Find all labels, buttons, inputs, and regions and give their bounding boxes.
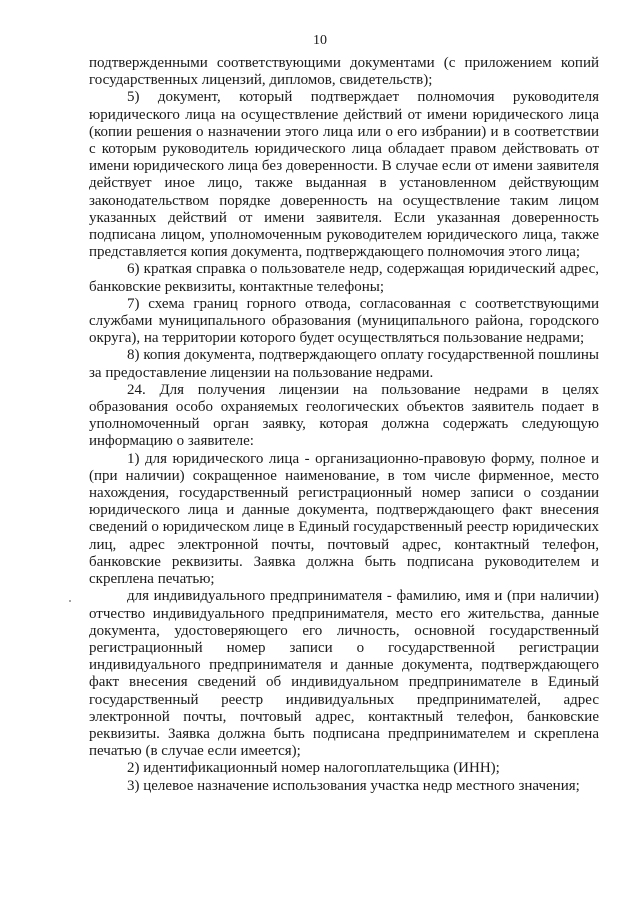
paragraph-item-8: 8) копия документа, подтверждающего оплату государственной пошлины за предоставление лицензии на пользование недрами.	[89, 347, 599, 381]
paragraph-clause-24: 24. Для получения лицензии на пользование недрами в целях образования особо охраняемых геологических объектов заявитель подает в уполномоченный орган заявку, которая должна содержать следующую информацию о заявителе:	[89, 381, 599, 450]
paragraph-item-7: 7) схема границ горного отвода, согласованная с соответствующими службами муниципального образования (муниципального района, городского округа), на территории которого будет осуществляться пользование недрами;	[89, 295, 599, 347]
paragraph-continuation: подтвержденными соответствующими документами (с приложением копий государственных лицензий, дипломов, свидетельств);	[89, 55, 599, 89]
paragraph-individual-entrepreneur: для индивидуального предпринимателя - фамилию, имя и (при наличии) отчество индивидуального предпринимателя, место его жительства, данные документа, удостоверяющего его личность, основной государственный регистрационный номер записи о государственной регистрации индивидуального предпринимателя и данные документа, подтверждающего факт внесения сведений об индивидуальном предпринимателе в Единый государственный реестр индивидуальных предпринимателей, адрес электронной почты, почтовый адрес, контактный телефон, банковские реквизиты. Заявка должна быть подписана предпринимателем и скреплена печатью (в случае если имеется);	[89, 588, 599, 760]
paragraph-item-5: 5) документ, который подтверждает полномочия руководителя юридического лица на осуществление действий от имени юридического лица (копии решения о назначении этого лица или о его избрании) и в соответствии с которым руководитель юридического лица обладает правом действовать от имени юридического лица без доверенности. В случае если от имени заявителя действует иное лицо, также выданная в установленном действующим законодательством порядке доверенность на осуществление таким лицом указанных действий от имени заявителя. Если указанная доверенность подписана лицом, уполномоченным руководителем юридического лица, также представляется копия документа, подтверждающего полномочия этого лица;	[89, 89, 599, 261]
document-body	[89, 55, 599, 795]
paragraph-item-6: 6) краткая справка о пользователе недр, содержащая юридический адрес, банковские реквизиты, контактные телефоны;	[89, 261, 599, 295]
scan-speck	[69, 600, 71, 602]
page-number: 10	[313, 33, 327, 48]
paragraph-inn: 2) идентификационный номер налогоплательщика (ИНН);	[127, 760, 500, 777]
paragraph-purpose: 3) целевое назначение использования участка недр местного значения;	[127, 777, 580, 794]
paragraph-legal-entity: 1) для юридического лица - организационно-правовую форму, полное и (при наличии) сокращенное наименование, в том числе фирменное, место нахождения, государственный регистрационный номер записи о создании юридического лица и данные документа, подтверждающего факт внесения сведений о юридическом лице в Единый государственный реестр юридических лиц, адрес электронной почты, почтовый адрес, контактный телефон, банковские реквизиты. Заявка должна быть подписана руководителем и скреплена печатью;	[89, 450, 599, 588]
